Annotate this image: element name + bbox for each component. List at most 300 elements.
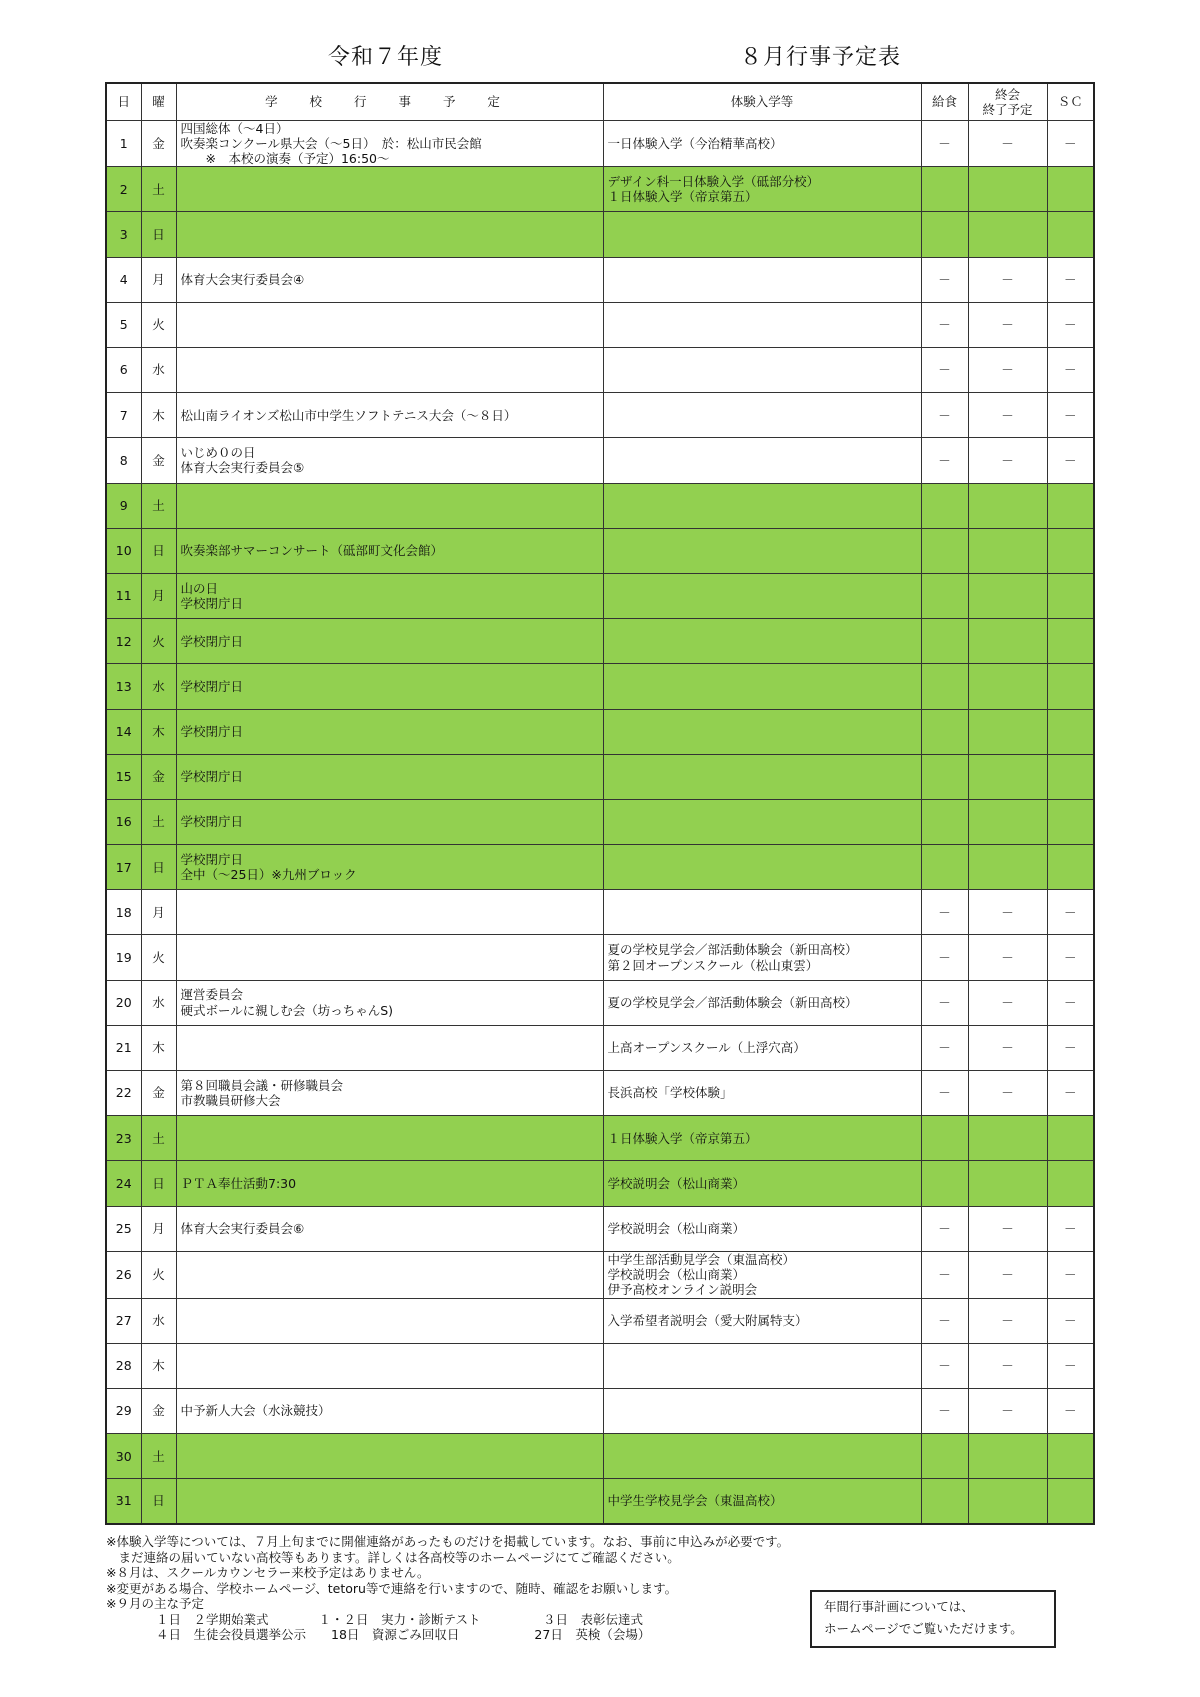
experience-line: １日体験入学（帝京第五） — [607, 189, 758, 205]
school-events-cell — [176, 1251, 603, 1298]
lunch-cell: － — [921, 935, 968, 980]
weekday: 月 — [141, 573, 176, 618]
day-row — [106, 1298, 1094, 1343]
experience-cell — [603, 1298, 921, 1343]
event-line: 吹奏楽部サマーコンサート（砥部町文化会館） — [180, 543, 444, 559]
experience-cell — [603, 1161, 921, 1206]
experience-cell — [603, 1206, 921, 1251]
day-number: 17 — [106, 845, 141, 890]
day-number: 13 — [106, 664, 141, 709]
event-line: 学校閉庁日 — [180, 814, 244, 830]
event-line: 四国総体（～4日） — [180, 120, 289, 136]
sc-cell — [1047, 709, 1094, 754]
lunch-cell — [921, 483, 968, 528]
sc-cell — [1047, 1434, 1094, 1479]
day-row — [106, 167, 1094, 212]
end-time-cell — [968, 1161, 1047, 1206]
end-time-cell — [968, 619, 1047, 664]
day-row — [106, 754, 1094, 799]
school-events-cell — [176, 257, 603, 302]
lunch-cell — [921, 573, 968, 618]
day-number: 22 — [106, 1071, 141, 1116]
day-number: 7 — [106, 393, 141, 438]
weekday: 月 — [141, 257, 176, 302]
school-events-cell — [176, 1434, 603, 1479]
sc-cell — [1047, 573, 1094, 618]
sc-cell: － — [1047, 1388, 1094, 1433]
header-row — [106, 83, 1094, 120]
lunch-cell: － — [921, 120, 968, 167]
day-row — [106, 890, 1094, 935]
day-number: 26 — [106, 1251, 141, 1298]
day-row — [106, 1206, 1094, 1251]
event-line: 吹奏楽コンクール県大会（～5日） 於：松山市民会館 — [180, 135, 482, 151]
lunch-cell — [921, 664, 968, 709]
sc-cell: － — [1047, 980, 1094, 1025]
weekday: 月 — [141, 890, 176, 935]
experience-cell — [603, 393, 921, 438]
end-time-cell: － — [968, 1025, 1047, 1070]
lunch-cell — [921, 1479, 968, 1524]
day-number: 14 — [106, 709, 141, 754]
day-row — [106, 1434, 1094, 1479]
header-lunch: 給食 — [921, 83, 968, 120]
lunch-cell: － — [921, 348, 968, 393]
day-number: 9 — [106, 483, 141, 528]
school-events-cell — [176, 528, 603, 573]
header-end-time — [968, 83, 1047, 120]
experience-line: 長浜高校「学校体験」 — [607, 1085, 733, 1101]
event-line: いじめ０の日 — [180, 445, 256, 461]
school-events-cell — [176, 1479, 603, 1524]
end-time-cell — [968, 573, 1047, 618]
day-row — [106, 1116, 1094, 1161]
weekday: 金 — [141, 120, 176, 167]
sc-cell: － — [1047, 1251, 1094, 1298]
weekday: 木 — [141, 393, 176, 438]
end-time-cell — [968, 167, 1047, 212]
lunch-cell: － — [921, 393, 968, 438]
experience-cell — [603, 120, 921, 167]
experience-cell — [603, 528, 921, 573]
event-line: ※ 本校の演奏（予定）16:50～ — [180, 151, 390, 166]
day-number: 28 — [106, 1343, 141, 1388]
school-events-cell — [176, 1343, 603, 1388]
day-number: 2 — [106, 167, 141, 212]
day-number: 8 — [106, 438, 141, 483]
experience-line: 学校説明会（松山商業） — [607, 1221, 746, 1237]
school-events-cell — [176, 1025, 603, 1070]
schedule-table — [105, 82, 1095, 1525]
note-line: ※体験入学等については、７月上旬までに開催連絡があったものだけを掲載しています。なお、事前に申込みが必要です。 — [106, 1534, 790, 1549]
experience-line: 伊予高校オンライン説明会 — [607, 1282, 758, 1298]
experience-line: 入学希望者説明会（愛大附属特支） — [607, 1312, 808, 1328]
weekday: 金 — [141, 1071, 176, 1116]
sc-cell: － — [1047, 890, 1094, 935]
lunch-cell: － — [921, 1388, 968, 1433]
event-line: 学校閉庁日 — [180, 596, 244, 612]
lunch-cell — [921, 1161, 968, 1206]
weekday: 日 — [141, 845, 176, 890]
weekday: 金 — [141, 1388, 176, 1433]
end-time-cell: － — [968, 302, 1047, 347]
end-time-cell: － — [968, 980, 1047, 1025]
day-number: 15 — [106, 754, 141, 799]
end-time-cell: － — [968, 393, 1047, 438]
header-end-line-2: 終了予定 — [982, 101, 1033, 117]
event-line: 山の日 — [180, 580, 219, 596]
day-number: 20 — [106, 980, 141, 1025]
school-events-cell — [176, 393, 603, 438]
experience-line: 一日体験入学（今治精華高校） — [607, 135, 783, 151]
experience-line: 学校説明会（松山商業） — [607, 1267, 746, 1282]
day-number: 23 — [106, 1116, 141, 1161]
weekday: 土 — [141, 1116, 176, 1161]
school-events-cell — [176, 302, 603, 347]
day-number: 27 — [106, 1298, 141, 1343]
school-events-cell — [176, 754, 603, 799]
experience-cell — [603, 619, 921, 664]
weekday: 木 — [141, 1343, 176, 1388]
day-number: 10 — [106, 528, 141, 573]
info-line: ホームページでご覧いただけます。 — [824, 1621, 1023, 1636]
school-events-cell — [176, 483, 603, 528]
lunch-cell — [921, 845, 968, 890]
event-line: 体育大会実行委員会⑥ — [180, 1221, 305, 1237]
day-number: 5 — [106, 302, 141, 347]
experience-line: 上高オープンスクール（上浮穴高） — [607, 1040, 806, 1056]
sc-cell — [1047, 1161, 1094, 1206]
weekday: 木 — [141, 709, 176, 754]
school-events-cell — [176, 664, 603, 709]
school-events-cell — [176, 438, 603, 483]
sc-cell: － — [1047, 1206, 1094, 1251]
header-weekday: 曜 — [141, 83, 176, 120]
experience-cell — [603, 1343, 921, 1388]
sc-cell — [1047, 845, 1094, 890]
sc-cell — [1047, 799, 1094, 844]
school-events-cell — [176, 573, 603, 618]
day-number: 6 — [106, 348, 141, 393]
day-number: 16 — [106, 799, 141, 844]
school-events-cell — [176, 1206, 603, 1251]
day-row — [106, 120, 1094, 167]
sc-cell — [1047, 664, 1094, 709]
experience-cell — [603, 980, 921, 1025]
sc-cell: － — [1047, 1298, 1094, 1343]
end-time-cell — [968, 799, 1047, 844]
page-title-era: 令和７年度 — [328, 45, 444, 70]
experience-line: 中学生部活動見学会（東温高校） — [607, 1251, 796, 1267]
event-line: 学校閉庁日 — [180, 851, 244, 867]
school-events-cell — [176, 890, 603, 935]
event-line: 松山南ライオンズ松山市中学生ソフトテニス大会（～８日） — [180, 407, 517, 423]
experience-line: 夏の学校見学会／部活動体験会（新田高校） — [607, 995, 858, 1011]
weekday: 金 — [141, 754, 176, 799]
experience-cell — [603, 1388, 921, 1433]
day-row — [106, 980, 1094, 1025]
school-events-cell — [176, 1161, 603, 1206]
sc-cell — [1047, 212, 1094, 257]
weekday: 日 — [141, 1479, 176, 1524]
day-row — [106, 664, 1094, 709]
page-title: ８月行事予定表 — [740, 45, 902, 70]
sc-cell: － — [1047, 120, 1094, 167]
experience-cell — [603, 438, 921, 483]
lunch-cell — [921, 754, 968, 799]
experience-cell — [603, 664, 921, 709]
school-events-cell — [176, 845, 603, 890]
end-time-cell: － — [968, 1388, 1047, 1433]
day-row — [106, 1479, 1094, 1524]
experience-cell — [603, 1116, 921, 1161]
end-time-cell: － — [968, 120, 1047, 167]
experience-cell — [603, 212, 921, 257]
end-time-cell — [968, 1116, 1047, 1161]
weekday: 日 — [141, 212, 176, 257]
header-end-line-1: 終会 — [994, 86, 1020, 102]
weekday: 日 — [141, 1161, 176, 1206]
day-row — [106, 257, 1094, 302]
end-time-cell — [968, 709, 1047, 754]
day-number: 4 — [106, 257, 141, 302]
day-number: 1 — [106, 120, 141, 167]
weekday: 火 — [141, 302, 176, 347]
school-events-cell — [176, 1298, 603, 1343]
lunch-cell — [921, 212, 968, 257]
end-time-cell: － — [968, 1206, 1047, 1251]
event-line: 硬式ボールに親しむ会（坊っちゃんS) — [180, 1002, 394, 1018]
weekday: 火 — [141, 1251, 176, 1298]
experience-line: 学校説明会（松山商業） — [607, 1175, 746, 1191]
lunch-cell: － — [921, 257, 968, 302]
weekday: 水 — [141, 980, 176, 1025]
experience-cell — [603, 302, 921, 347]
day-row — [106, 438, 1094, 483]
lunch-cell: － — [921, 890, 968, 935]
sc-cell — [1047, 1116, 1094, 1161]
school-events-cell — [176, 212, 603, 257]
day-row — [106, 799, 1094, 844]
day-row — [106, 393, 1094, 438]
day-row — [106, 1071, 1094, 1116]
end-time-cell — [968, 212, 1047, 257]
lunch-cell — [921, 1116, 968, 1161]
weekday: 火 — [141, 619, 176, 664]
day-number: 31 — [106, 1479, 141, 1524]
lunch-cell — [921, 709, 968, 754]
lunch-cell: － — [921, 1298, 968, 1343]
day-row — [106, 935, 1094, 980]
day-row — [106, 302, 1094, 347]
sc-cell — [1047, 619, 1094, 664]
school-events-cell — [176, 709, 603, 754]
day-number: 12 — [106, 619, 141, 664]
school-events-cell — [176, 120, 603, 167]
experience-cell — [603, 1434, 921, 1479]
day-row — [106, 1388, 1094, 1433]
end-time-cell — [968, 483, 1047, 528]
experience-line: 夏の学校見学会／部活動体験会（新田高校） — [607, 942, 858, 958]
header-sc: ＳＣ — [1047, 83, 1094, 120]
note-line: ※８月は、スクールカウンセラー来校予定はありません。 — [106, 1565, 430, 1580]
sc-cell: － — [1047, 1071, 1094, 1116]
experience-cell — [603, 1251, 921, 1298]
school-events-cell — [176, 935, 603, 980]
lunch-cell: － — [921, 1071, 968, 1116]
note-line: ４日 生徒会役員選挙公示 18日 資源ごみ回収日 27日 英検（会場） — [106, 1627, 651, 1642]
schedule-body — [106, 120, 1094, 1524]
experience-cell — [603, 573, 921, 618]
day-number: 11 — [106, 573, 141, 618]
end-time-cell: － — [968, 890, 1047, 935]
end-time-cell — [968, 1479, 1047, 1524]
experience-cell — [603, 257, 921, 302]
day-number: 19 — [106, 935, 141, 980]
note-line: １日 ２学期始業式 １・２日 実力・診断テスト ３日 表彰伝達式 — [106, 1611, 644, 1627]
lunch-cell — [921, 799, 968, 844]
experience-cell — [603, 799, 921, 844]
weekday: 水 — [141, 348, 176, 393]
end-time-cell: － — [968, 1343, 1047, 1388]
experience-cell — [603, 890, 921, 935]
day-row — [106, 1025, 1094, 1070]
day-row — [106, 1343, 1094, 1388]
sc-cell — [1047, 1479, 1094, 1524]
experience-cell — [603, 483, 921, 528]
sc-cell: － — [1047, 1343, 1094, 1388]
day-row — [106, 1161, 1094, 1206]
experience-line: 第２回オープンスクール（松山東雲） — [607, 957, 819, 973]
weekday: 木 — [141, 1025, 176, 1070]
header-day: 日 — [106, 83, 141, 120]
experience-cell — [603, 709, 921, 754]
event-line: 体育大会実行委員会④ — [180, 272, 305, 288]
sc-cell — [1047, 528, 1094, 573]
sc-cell — [1047, 483, 1094, 528]
header-events: 学 校 行 事 予 定 — [176, 83, 603, 120]
note-line: ※９月の主な予定 — [106, 1596, 204, 1611]
day-number: 29 — [106, 1388, 141, 1433]
lunch-cell — [921, 167, 968, 212]
day-row — [106, 709, 1094, 754]
lunch-cell: － — [921, 1343, 968, 1388]
event-line: 運営委員会 — [180, 987, 244, 1003]
experience-cell — [603, 845, 921, 890]
sc-cell: － — [1047, 935, 1094, 980]
end-time-cell: － — [968, 348, 1047, 393]
sc-cell: － — [1047, 302, 1094, 347]
school-events-cell — [176, 167, 603, 212]
experience-line: １日体験入学（帝京第五） — [607, 1130, 758, 1146]
end-time-cell: － — [968, 1251, 1047, 1298]
weekday: 水 — [141, 664, 176, 709]
experience-cell — [603, 1025, 921, 1070]
event-line: 学校閉庁日 — [180, 769, 244, 785]
end-time-cell: － — [968, 1298, 1047, 1343]
school-events-cell — [176, 1388, 603, 1433]
lunch-cell — [921, 528, 968, 573]
sc-cell: － — [1047, 1025, 1094, 1070]
day-number: 3 — [106, 212, 141, 257]
note-line: まだ連絡の届いていない高校等もあります。詳しくは各高校等のホームページにてご確認ください。 — [106, 1549, 680, 1565]
lunch-cell: － — [921, 1025, 968, 1070]
day-row — [106, 528, 1094, 573]
note-line: ※変更がある場合、学校ホームページ、tetoru等で連絡を行いますので、随時、確認をお願いします。 — [106, 1580, 678, 1596]
end-time-cell: － — [968, 438, 1047, 483]
event-line: 市教職員研修大会 — [180, 1093, 281, 1109]
day-row — [106, 1251, 1094, 1298]
lunch-cell — [921, 619, 968, 664]
weekday: 土 — [141, 1434, 176, 1479]
lunch-cell: － — [921, 1206, 968, 1251]
school-events-cell — [176, 619, 603, 664]
experience-line: 中学生学校見学会（東温高校） — [607, 1493, 783, 1509]
school-events-cell — [176, 348, 603, 393]
day-number: 25 — [106, 1206, 141, 1251]
school-events-cell — [176, 980, 603, 1025]
event-line: 中予新人大会（水泳競技） — [180, 1403, 331, 1419]
weekday: 土 — [141, 483, 176, 528]
weekday: 土 — [141, 167, 176, 212]
sc-cell: － — [1047, 438, 1094, 483]
weekday: 水 — [141, 1298, 176, 1343]
experience-line: デザイン科一日体験入学（砥部分校） — [607, 174, 820, 190]
sc-cell: － — [1047, 348, 1094, 393]
experience-cell — [603, 167, 921, 212]
day-row — [106, 573, 1094, 618]
notes — [106, 1534, 789, 1643]
end-time-cell — [968, 754, 1047, 799]
lunch-cell: － — [921, 1251, 968, 1298]
experience-cell — [603, 348, 921, 393]
event-line: ＰＴＡ奉仕活動7:30 — [180, 1175, 297, 1191]
weekday: 金 — [141, 438, 176, 483]
experience-cell — [603, 1479, 921, 1524]
weekday: 火 — [141, 935, 176, 980]
experience-cell — [603, 935, 921, 980]
school-events-cell — [176, 1071, 603, 1116]
day-row — [106, 845, 1094, 890]
day-number: 21 — [106, 1025, 141, 1070]
lunch-cell: － — [921, 302, 968, 347]
event-line: 体育大会実行委員会⑤ — [180, 460, 305, 476]
header-experience: 体験入学等 — [603, 83, 921, 120]
experience-cell — [603, 754, 921, 799]
day-row — [106, 619, 1094, 664]
end-time-cell: － — [968, 1071, 1047, 1116]
end-time-cell — [968, 845, 1047, 890]
lunch-cell — [921, 1434, 968, 1479]
weekday: 月 — [141, 1206, 176, 1251]
end-time-cell — [968, 528, 1047, 573]
end-time-cell: － — [968, 257, 1047, 302]
day-number: 24 — [106, 1161, 141, 1206]
school-events-cell — [176, 1116, 603, 1161]
lunch-cell: － — [921, 438, 968, 483]
weekday: 日 — [141, 528, 176, 573]
school-events-cell — [176, 799, 603, 844]
end-time-cell — [968, 1434, 1047, 1479]
day-row — [106, 483, 1094, 528]
info-line: 年間行事計画については、 — [824, 1599, 974, 1614]
sc-cell: － — [1047, 393, 1094, 438]
experience-cell — [603, 1071, 921, 1116]
sc-cell — [1047, 754, 1094, 799]
info-box — [810, 1590, 1056, 1648]
event-line: 学校閉庁日 — [180, 633, 244, 649]
day-number: 30 — [106, 1434, 141, 1479]
